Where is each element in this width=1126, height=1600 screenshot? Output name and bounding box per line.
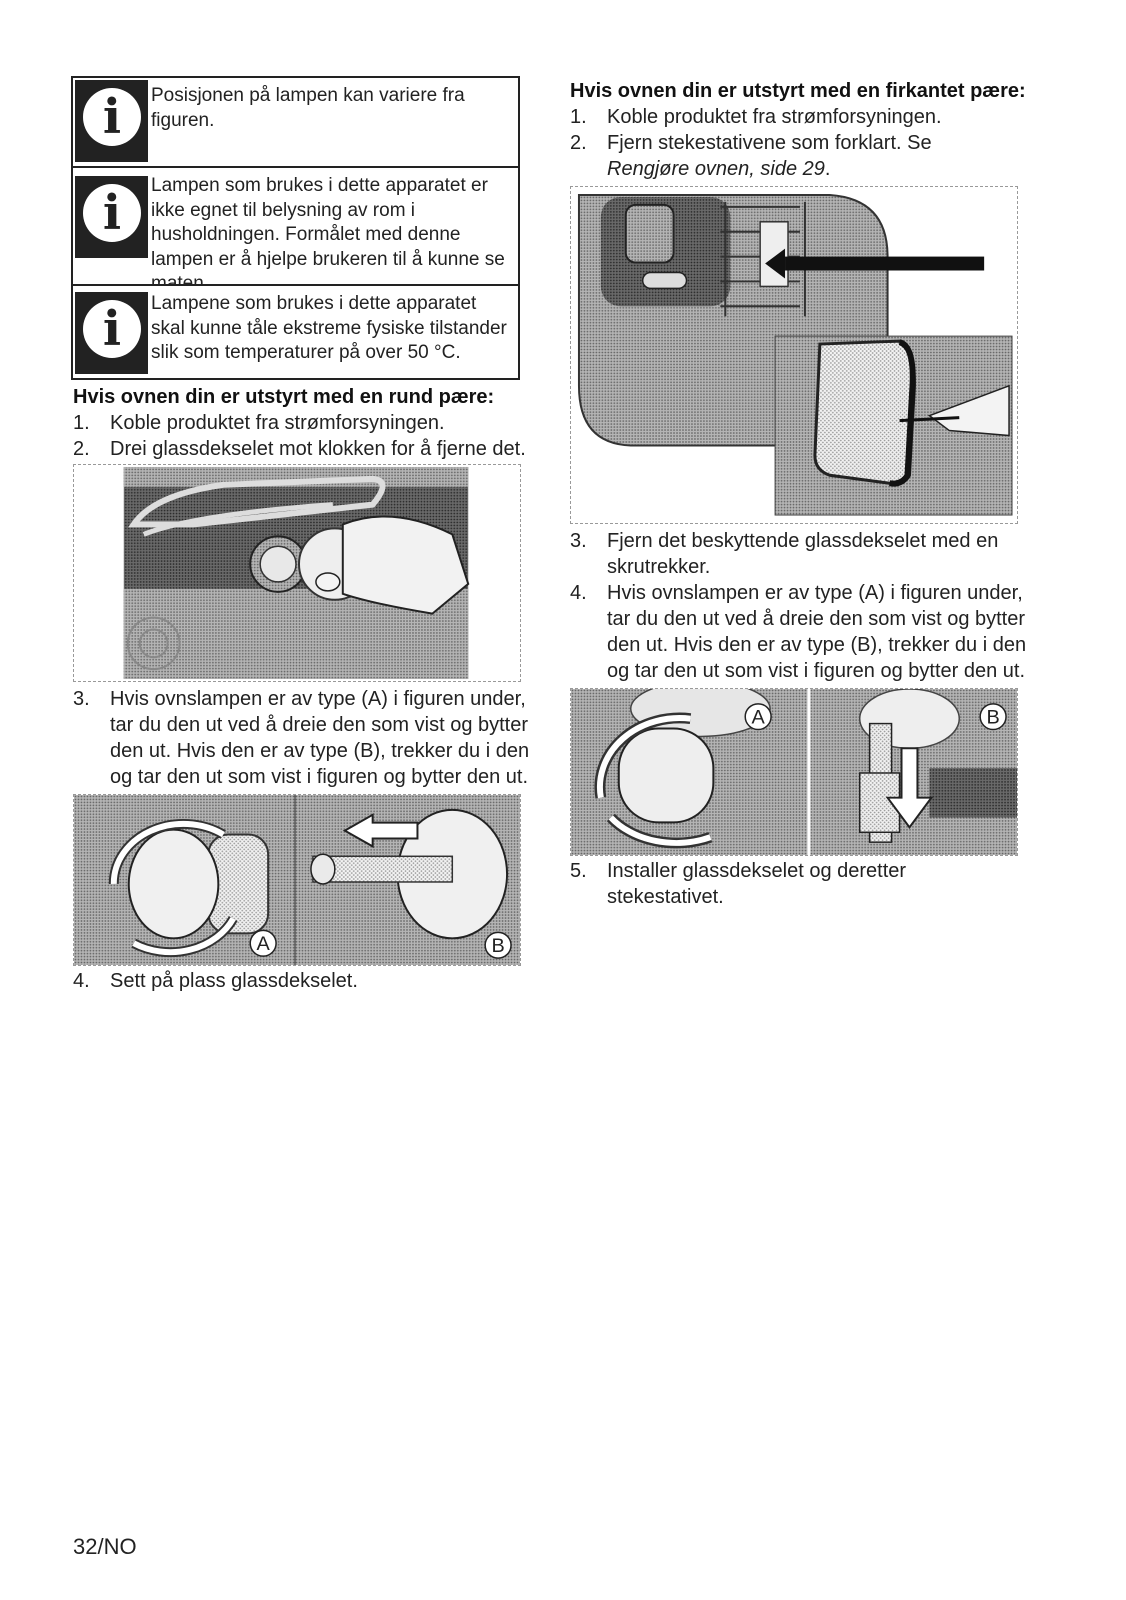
label-b: B: [986, 706, 1000, 729]
info-text: Posisjonen på lampen kan variere fra figuren.: [151, 85, 465, 131]
info-box-3: [71, 284, 520, 380]
page-number: 32/NO: [73, 1534, 137, 1559]
info-text: Lampen som brukes i dette apparatet er ikke egnet til belysning av rom i husholdningen. Formålet med denne lampen er å hjelpe brukeren til å kunne se: [151, 175, 505, 270]
info-icon: i: [75, 292, 148, 374]
info-icon: i: [75, 176, 148, 258]
info-box-1: [71, 76, 520, 168]
label-b: B: [491, 935, 505, 958]
round-bulb-heading: Hvis ovnen din er utstyrt med en rund pære:: [73, 386, 495, 408]
square-bulb-heading: Hvis ovnen din er utstyrt med en firkantet pære:: [570, 80, 1026, 102]
label-a: A: [751, 706, 765, 729]
info-text: Lampene som brukes i dette apparatet skal kunne tåle ekstreme fysiske tilstander slik som temperaturer på over 50 °C.: [151, 293, 507, 363]
figure-lamp-types-square: [570, 688, 1018, 856]
figure-oven-lamp-cover: [570, 186, 1018, 524]
info-box-2: [71, 166, 520, 286]
info-icon: i: [75, 80, 148, 162]
label-a: A: [256, 933, 270, 956]
figure-lamp-types: [73, 794, 521, 966]
figure-glass-cover-removal: [73, 464, 521, 682]
